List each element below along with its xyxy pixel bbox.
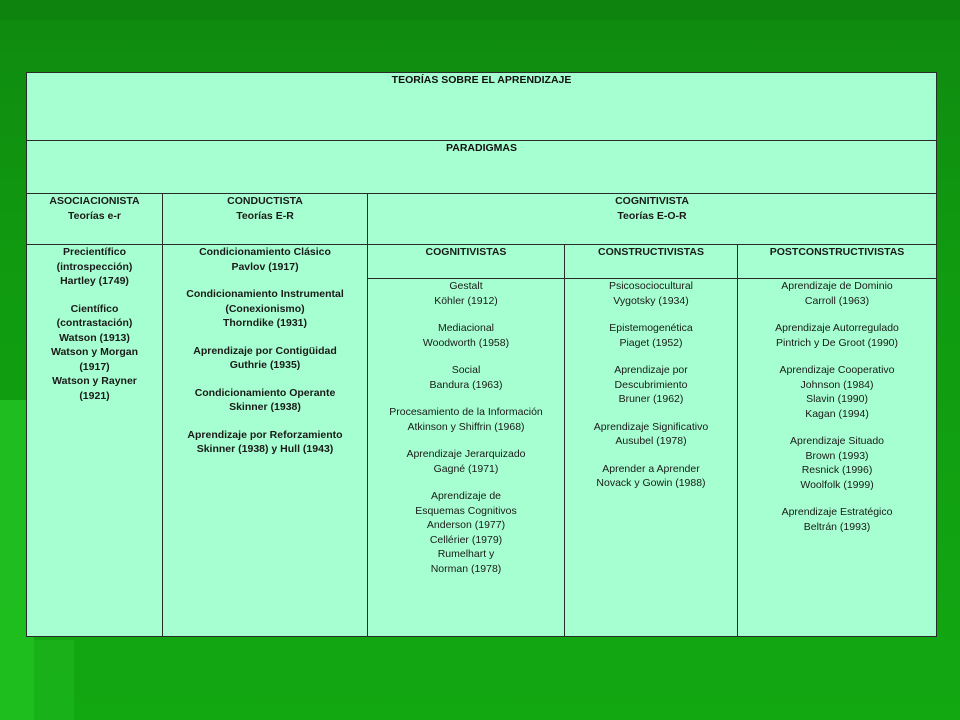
theory-name: Aprendizaje Estratégico [781,506,893,518]
theory-author: Atkinson y Shiffrin (1968) [407,420,525,433]
theory-name: Aprendizaje Significativo [593,420,709,433]
theory-entry [166,428,364,457]
theory-author: Beltrán (1993) [803,520,871,533]
theory-author: Esquemas Cognitivos [415,504,517,517]
theory-entry [568,363,734,407]
theory-entry [741,434,933,492]
theory-entry [371,405,561,434]
header-asociacionista-subtitle: Teorías e-r [68,209,121,222]
conductista-cell [163,245,368,637]
background-band-top [0,0,960,20]
header-conductista-name: CONDUCTISTA [227,195,303,207]
theory-name: Condicionamiento Instrumental [186,288,344,300]
theory-entry [568,462,734,491]
theory-entry [371,363,561,392]
postconstructivistas-cell [738,279,937,637]
theory-name: Epistemogenética [609,322,693,334]
subheader-postconstructivistas: POSTCONSTRUCTIVISTAS [738,245,937,279]
paradigms-heading: PARADIGMAS [27,141,937,194]
theory-author: Thorndike (1931) [222,317,308,329]
theory-name: Aprendizaje de [430,490,502,502]
theory-author: Anderson (1977) [426,519,506,531]
theory-author: Piaget (1952) [619,336,683,349]
theory-entry [166,386,364,415]
theory-author: Gagné (1971) [433,462,499,475]
header-asociacionista-name: ASOCIACIONISTA [49,195,140,207]
theory-author: Johnson (1984) [800,378,874,391]
header-conductista [163,194,368,245]
theory-name: Psicosociocultural [608,280,694,292]
theory-name: Aprendizaje Autorregulado [775,322,899,334]
theory-entry [166,245,364,274]
theory-name: Gestalt [449,280,483,292]
theory-author: Resnick (1996) [801,464,873,476]
header-asociacionista [27,194,163,245]
theory-name: Aprendizaje por [614,364,688,376]
theory-author: Rumelhart y [437,548,495,560]
theory-entry [568,279,734,308]
theory-author: (Conexionismo) [225,302,305,315]
theory-name: Condicionamiento Clásico [199,246,331,258]
theory-author: Vygotsky (1934) [613,294,689,307]
theory-author: (introspección) [56,260,133,273]
theory-author: Woolfolk (1999) [800,478,874,491]
theory-entry [741,279,933,308]
theory-author: Norman (1978) [430,562,502,575]
theory-name: Mediacional [437,322,495,334]
theory-author: Köhler (1912) [434,294,498,307]
constructivistas-cell [565,279,738,637]
theory-entry [166,344,364,373]
theory-author: Slavin (1990) [806,393,868,405]
theory-name: Procesamiento de la Información [389,406,543,418]
theory-author: Cellérier (1979) [429,533,503,546]
theory-entry [371,321,561,350]
theory-entry [741,321,933,350]
theory-name: Precientífico [62,246,127,258]
theory-author: Ausubel (1978) [615,435,687,447]
theory-author: Novack y Gowin (1988) [596,477,706,489]
subheader-constructivistas: CONSTRUCTIVISTAS [565,245,738,279]
theory-entry [30,302,159,404]
theory-name: Social [451,364,481,376]
cognitivistas-cell [368,279,565,637]
theory-name: Aprender a Aprender [602,462,700,475]
theory-author: (1917) [79,360,110,373]
theory-entry [741,505,933,534]
header-cognitivista-name: COGNITIVISTA [615,195,689,207]
theory-name: Condicionamiento Operante [194,386,336,399]
theory-author: Watson y Rayner [52,375,137,387]
theory-name: Aprendizaje Cooperativo [779,364,895,376]
theory-author: Guthrie (1935) [229,359,301,371]
theory-author: Watson (1913) [59,331,130,344]
theory-author: Skinner (1938) [229,401,301,413]
theory-entry [166,287,364,331]
theory-author: Carroll (1963) [804,294,870,307]
theory-author: Pavlov (1917) [231,260,299,273]
theory-author: Pintrich y De Groot (1990) [776,336,899,349]
theory-name: Aprendizaje Situado [790,435,885,447]
theory-entry [568,420,734,449]
theory-entry [30,245,159,289]
theory-author: Bandura (1963) [429,378,503,391]
header-cognitivista [368,194,937,245]
theory-name: Aprendizaje por Contigüidad [193,344,337,357]
theory-author: Descubrimiento [614,378,688,391]
theory-author: (contrastación) [56,317,133,329]
theory-entry [371,489,561,576]
header-cognitivista-subtitle: Teorías E-O-R [617,209,687,222]
theory-name: Aprendizaje de Dominio [781,280,893,292]
learning-theories-table [26,72,937,637]
theory-name: Aprendizaje Jerarquizado [406,448,526,460]
theory-entry [568,321,734,350]
theory-author: Kagan (1994) [805,407,869,420]
header-conductista-subtitle: Teorías E-R [236,209,294,222]
theory-author: Bruner (1962) [618,393,684,405]
theory-name: Científico [70,302,119,315]
theory-author: (1921) [79,389,110,402]
theory-entry [371,447,561,476]
table-title: TEORÍAS SOBRE EL APRENDIZAJE [27,73,937,141]
theory-entry [741,363,933,421]
theory-author: Hartley (1749) [60,275,129,287]
asociacionista-cell [27,245,163,637]
subheader-cognitivistas: COGNITIVISTAS [368,245,565,279]
background-band-left-lower [34,640,74,720]
theory-author: Skinner (1938) y Hull (1943) [196,443,334,455]
theory-entry [371,279,561,308]
theory-author: Watson y Morgan [50,346,139,358]
theory-author: Woodworth (1958) [422,336,510,349]
theory-author: Brown (1993) [805,449,869,462]
theory-name: Aprendizaje por Reforzamiento [187,428,343,441]
